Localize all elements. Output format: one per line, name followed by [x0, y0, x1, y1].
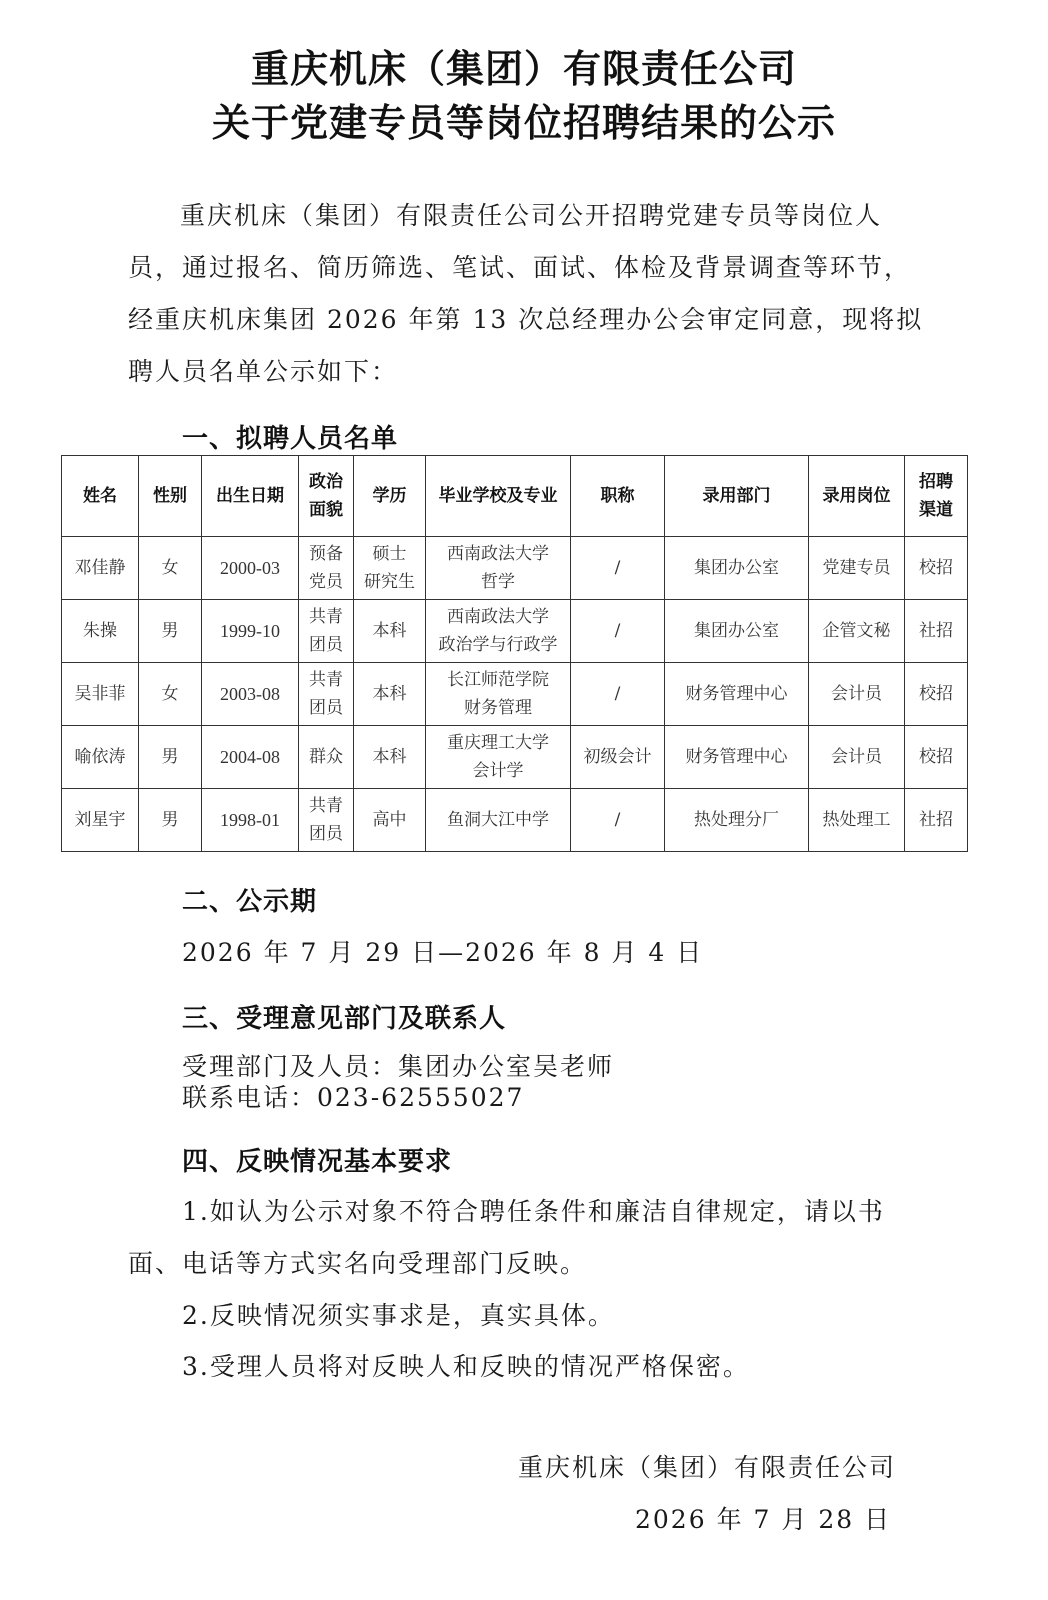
cell-text: 社招 [919, 810, 953, 830]
cell-position [809, 663, 905, 726]
cell-education [354, 726, 426, 789]
cell-text: 团员 [309, 824, 343, 844]
header-education [354, 456, 426, 537]
requirement-1-line1: 1.如认为公示对象不符合聘任条件和廉洁自律规定，请以书 [182, 1197, 885, 1226]
cell-channel [905, 726, 968, 789]
cell-text: 鱼洞大江中学 [447, 810, 549, 830]
cell-channel [905, 789, 968, 852]
cell-text: 男 [161, 810, 179, 830]
cell-text: 会计员 [831, 747, 882, 767]
table-row [62, 537, 968, 600]
table-row [62, 663, 968, 726]
cell-education [354, 789, 426, 852]
header-text: 姓名 [83, 486, 117, 506]
header-gender [139, 456, 202, 537]
cell-political-status [299, 600, 354, 663]
cell-birth-date [202, 537, 299, 600]
requirement-2: 2.反映情况须实事求是，真实具体。 [182, 1301, 615, 1330]
cell-text: 共青 [309, 670, 343, 690]
intro-line-1: 重庆机床（集团）有限责任公司公开招聘党建专员等岗位人 [180, 201, 883, 230]
cell-text: 高中 [372, 810, 407, 830]
cell-school-major [426, 663, 571, 726]
cell-text: 共青 [309, 796, 343, 816]
table-body [62, 537, 968, 852]
cell-position [809, 537, 905, 600]
cell-school-major [426, 789, 571, 852]
header-channel [905, 456, 968, 537]
cell-text: 社招 [919, 621, 953, 641]
intro-paragraph [128, 190, 924, 398]
cell-department [665, 789, 809, 852]
cell-text: 会计学 [472, 761, 524, 781]
cell-title [571, 726, 665, 789]
header-position [809, 456, 905, 537]
cell-name [62, 600, 139, 663]
cell-text: 党建专员 [822, 558, 891, 578]
cell-name [62, 726, 139, 789]
cell-title [571, 537, 665, 600]
cell-channel [905, 600, 968, 663]
cell-gender [139, 663, 202, 726]
section3-heading: 三、受理意见部门及联系人 [182, 1004, 507, 1034]
cell-text: 研究生 [364, 572, 415, 592]
signature-date: 2026 年 7 月 28 日 [635, 1505, 892, 1534]
header-text: 出生日期 [216, 486, 284, 506]
cell-birth-date [202, 600, 299, 663]
intro-line-4: 聘人员名单公示如下： [128, 357, 399, 386]
cell-text: / [614, 558, 621, 578]
cell-text: 团员 [309, 635, 343, 655]
cell-text: 长江师范学院 [447, 670, 549, 690]
table-header-row [62, 456, 968, 537]
header-text: 政治 [309, 472, 343, 492]
cell-text: 西南政法大学 [447, 544, 549, 564]
requirement-3: 3.受理人员将对反映人和反映的情况严格保密。 [182, 1352, 750, 1381]
cell-position [809, 789, 905, 852]
cell-title [571, 789, 665, 852]
header-text: 性别 [153, 486, 187, 506]
cell-text: 邓佳静 [74, 558, 126, 578]
contact-department: 受理部门及人员：集团办公室吴老师 [182, 1052, 615, 1081]
header-title [571, 456, 665, 537]
cell-text: 热处理分厂 [694, 810, 779, 830]
cell-text: 共青 [309, 607, 343, 627]
cell-school-major [426, 726, 571, 789]
cell-text: 2004-08 [220, 747, 280, 767]
cell-political-status [299, 726, 354, 789]
cell-text: 群众 [309, 747, 343, 767]
cell-political-status [299, 663, 354, 726]
table-row [62, 726, 968, 789]
cell-text: 男 [161, 621, 179, 641]
header-department [665, 456, 809, 537]
cell-text: / [614, 810, 621, 830]
cell-school-major [426, 600, 571, 663]
cell-gender [139, 726, 202, 789]
header-text: 录用岗位 [822, 486, 891, 506]
cell-department [665, 537, 809, 600]
cell-text: 女 [161, 684, 179, 704]
cell-text: 本科 [372, 747, 407, 767]
cell-text: 刘星宇 [74, 810, 126, 830]
cell-text: 校招 [919, 558, 953, 578]
signature-company: 重庆机床（集团）有限责任公司 [518, 1453, 897, 1482]
intro-line-2: 员，通过报名、简历筛选、笔试、面试、体检及背景调查等环节， [128, 253, 912, 282]
cell-text: 集团办公室 [694, 558, 779, 578]
cell-gender [139, 537, 202, 600]
cell-text: 校招 [919, 684, 953, 704]
cell-name [62, 663, 139, 726]
cell-birth-date [202, 663, 299, 726]
cell-text: 女 [161, 558, 179, 578]
header-text: 面貌 [309, 500, 343, 520]
cell-text: 本科 [372, 621, 407, 641]
cell-text: 企管文秘 [822, 621, 891, 641]
cell-birth-date [202, 789, 299, 852]
cell-political-status [299, 789, 354, 852]
cell-text: 预备 [309, 544, 343, 564]
cell-gender [139, 600, 202, 663]
publicity-period: 2026 年 7 月 29 日—2026 年 8 月 4 日 [182, 938, 704, 967]
cell-text: 重庆理工大学 [447, 733, 549, 753]
cell-school-major [426, 537, 571, 600]
cell-text: 校招 [919, 747, 953, 767]
cell-text: 硕士 [372, 544, 407, 564]
cell-text: 会计员 [831, 684, 882, 704]
cell-text: 党员 [309, 572, 343, 592]
cell-text: 财务管理中心 [685, 747, 788, 767]
cell-position [809, 600, 905, 663]
cell-text: 政治学与行政学 [438, 635, 558, 655]
header-text: 渠道 [919, 500, 953, 520]
cell-gender [139, 789, 202, 852]
header-name [62, 456, 139, 537]
section1-heading: 一、拟聘人员名单 [182, 424, 399, 454]
header-text: 毕业学校及专业 [438, 486, 558, 506]
cell-text: 财务管理中心 [685, 684, 788, 704]
contact-phone: 联系电话：023-62555027 [182, 1083, 525, 1112]
cell-political-status [299, 537, 354, 600]
cell-department [665, 600, 809, 663]
table-row [62, 600, 968, 663]
cell-title [571, 663, 665, 726]
cell-department [665, 726, 809, 789]
requirement-1-line2: 面、电话等方式实名向受理部门反映。 [128, 1249, 588, 1278]
document-title-line2: 关于党建专员等岗位招聘结果的公示 [211, 101, 836, 145]
cell-text: 喻依涛 [74, 747, 126, 767]
cell-text: 朱操 [83, 621, 117, 641]
cell-position [809, 726, 905, 789]
cell-text: 男 [161, 747, 179, 767]
section4-heading: 四、反映情况基本要求 [182, 1147, 453, 1177]
cell-text: 西南政法大学 [447, 607, 549, 627]
cell-text: / [614, 621, 621, 641]
document-title-line1: 重庆机床（集团）有限责任公司 [250, 47, 797, 91]
cell-text: / [614, 684, 621, 704]
cell-text: 初级会计 [583, 747, 652, 767]
cell-title [571, 600, 665, 663]
section2-heading: 二、公示期 [182, 887, 318, 917]
cell-department [665, 663, 809, 726]
cell-text: 财务管理 [464, 698, 532, 718]
cell-education [354, 537, 426, 600]
cell-name [62, 537, 139, 600]
header-political-status [299, 456, 354, 537]
intro-line-3: 经重庆机床集团 2026 年第 13 次总经理办公会审定同意，现将拟 [128, 305, 924, 334]
header-school-major [426, 456, 571, 537]
cell-text: 热处理工 [822, 810, 891, 830]
header-text: 学历 [372, 486, 407, 506]
cell-text: 团员 [309, 698, 343, 718]
header-text: 职称 [600, 486, 635, 506]
cell-text: 2000-03 [220, 558, 280, 578]
cell-name [62, 789, 139, 852]
header-text: 招聘 [919, 472, 953, 492]
cell-text: 本科 [372, 684, 407, 704]
table-row [62, 789, 968, 852]
candidate-table [61, 455, 968, 852]
cell-text: 哲学 [481, 572, 515, 592]
cell-text: 1999-10 [220, 621, 280, 641]
cell-birth-date [202, 726, 299, 789]
cell-education [354, 600, 426, 663]
cell-text: 集团办公室 [694, 621, 779, 641]
cell-education [354, 663, 426, 726]
cell-text: 2003-08 [220, 684, 280, 704]
header-text: 录用部门 [702, 486, 771, 506]
cell-channel [905, 537, 968, 600]
header-birth-date [202, 456, 299, 537]
cell-text: 1998-01 [220, 810, 280, 830]
cell-channel [905, 663, 968, 726]
cell-text: 吴非菲 [74, 684, 126, 704]
